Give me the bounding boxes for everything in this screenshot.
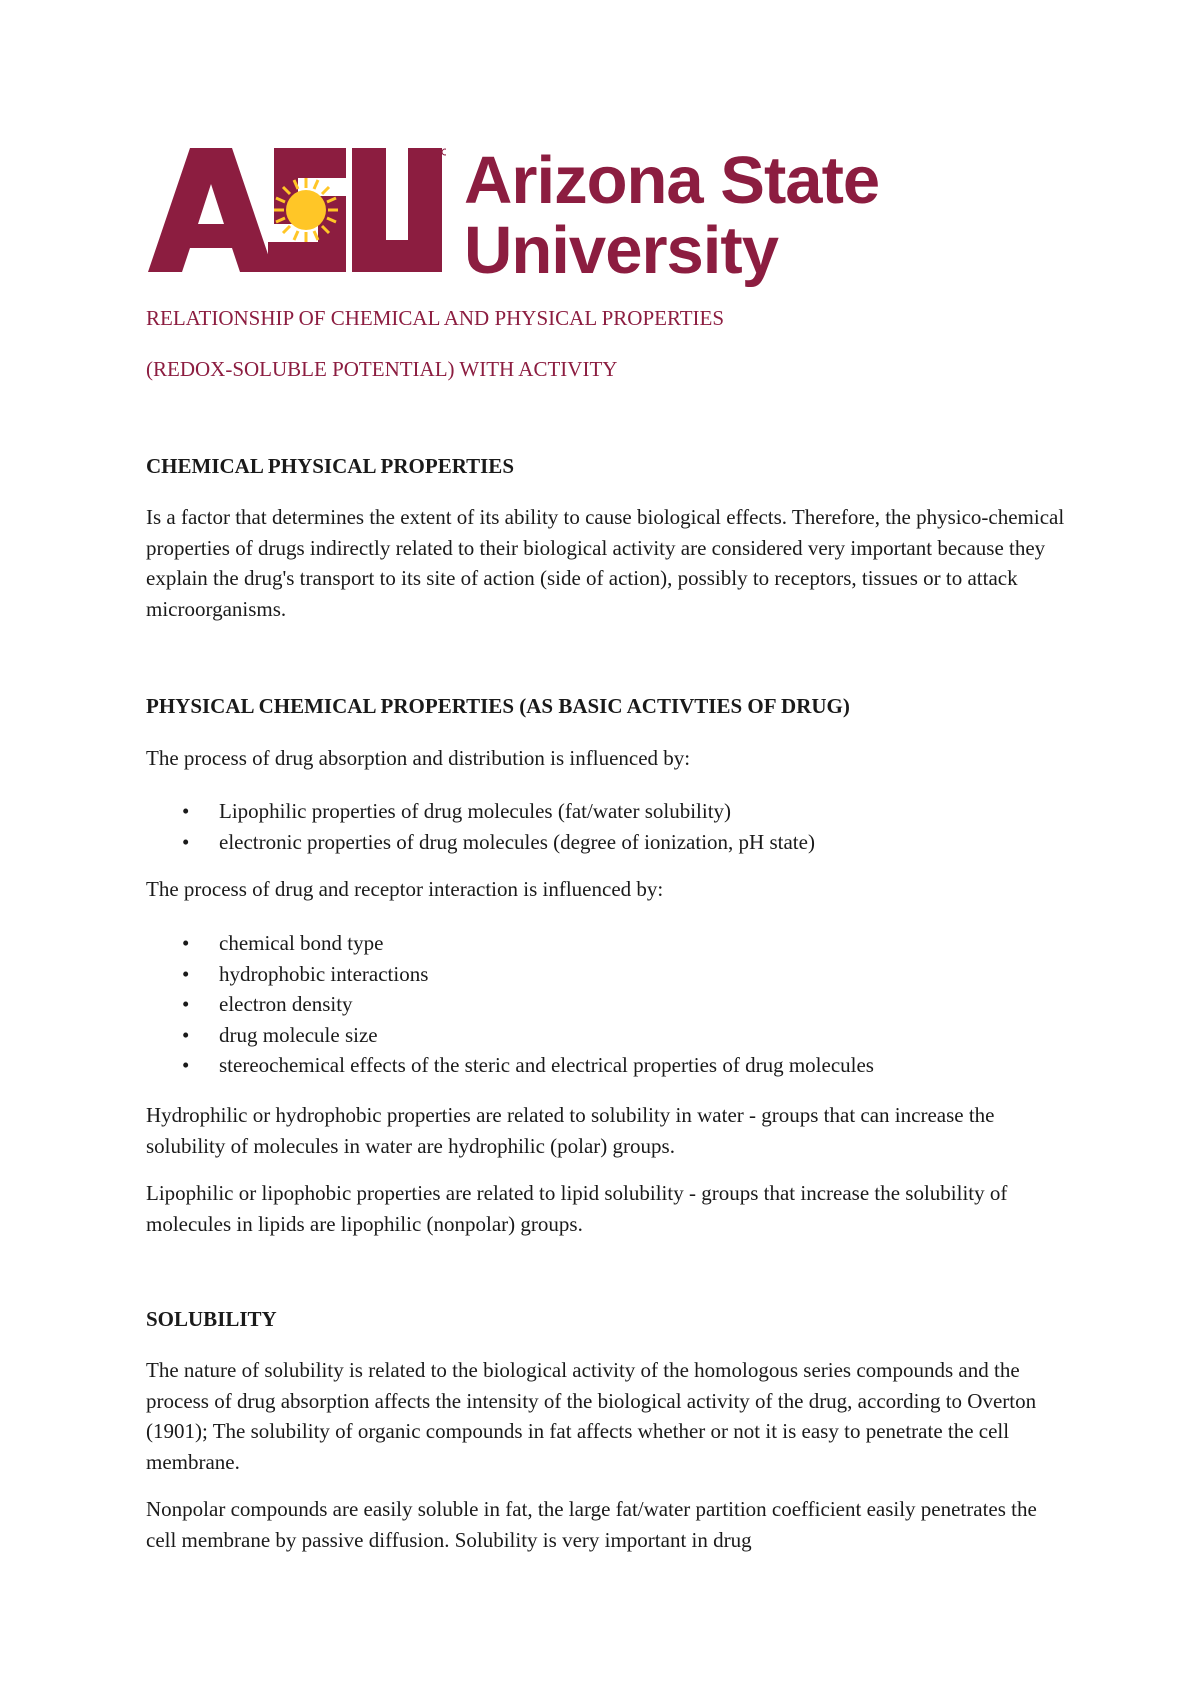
logo-line-2: University: [464, 213, 778, 288]
hydrophilic-paragraph: Hydrophilic or hydrophobic properties are related to solubility in water - groups that can increase the solubility of molecules in water are hydrophilic (polar) groups.: [146, 1103, 995, 1158]
receptor-list: [146, 928, 874, 1081]
list-item: • electron density: [182, 992, 353, 1016]
absorption-intro: The process of drug absorption and distribution is influenced by:: [146, 746, 691, 770]
absorption-list: [146, 796, 815, 857]
asu-sunburst-logo-icon: [146, 144, 446, 274]
solubility-paragraph-1: The nature of solubility is related to the biological activity of the homologous series compounds and the process of drug absorption affects the intensity of the biological activity of the drug, according to Overton (1901); The solubility of organic compounds in fat affects whether or not it is easy to penetrate the cell membrane.: [146, 1358, 1037, 1474]
asu-logo: [146, 143, 926, 288]
list-item: • electronic properties of drug molecules (degree of ionization, pH state): [182, 829, 815, 854]
list-item: • hydrophobic interactions: [182, 961, 429, 986]
document-title-line-1: RELATIONSHIP OF CHEMICAL AND PHYSICAL PROPERTIES: [146, 306, 725, 330]
list-item: • Lipophilic properties of drug molecules (fat/water solubility): [182, 799, 732, 823]
section-heading-physical-chemical: PHYSICAL CHEMICAL PROPERTIES (AS BASIC ACTIVTIES OF DRUG): [146, 694, 850, 718]
logo-wordmark: [464, 143, 880, 288]
list-item: • drug molecule size: [182, 1022, 378, 1047]
solubility-paragraph-2: Nonpolar compounds are easily soluble in fat, the large fat/water partition coefficient easily penetrates the cell membrane by passive diffusion. Solubility is very important in drug: [146, 1497, 1037, 1552]
section-heading-solubility: SOLUBILITY: [146, 1307, 277, 1331]
section-heading-chemical-physical: CHEMICAL PHYSICAL PROPERTIES: [146, 454, 514, 478]
list-item: • chemical bond type: [182, 931, 384, 955]
receptor-intro: The process of drug and receptor interaction is influenced by:: [146, 877, 664, 901]
lipophilic-paragraph: Lipophilic or lipophobic properties are related to lipid solubility - groups that increase the solubility of molecules in lipids are lipophilic (nonpolar) groups.: [146, 1181, 1008, 1236]
document-title-line-2: (REDOX-SOLUBLE POTENTIAL) WITH ACTIVITY: [146, 357, 618, 381]
logo-line-1: Arizona State: [464, 143, 880, 218]
list-item: • stereochemical effects of the steric and electrical properties of drug molecules: [182, 1053, 874, 1077]
section-1-paragraph: Is a factor that determines the extent of its ability to cause biological effects. Therefore, the physico-chemical properties of drugs indirectly related to their biological activity are considered very important because they explain the drug's transport to its site of action (side of action), possibly to receptors, tissues or to attack microorganisms.: [146, 505, 1065, 621]
